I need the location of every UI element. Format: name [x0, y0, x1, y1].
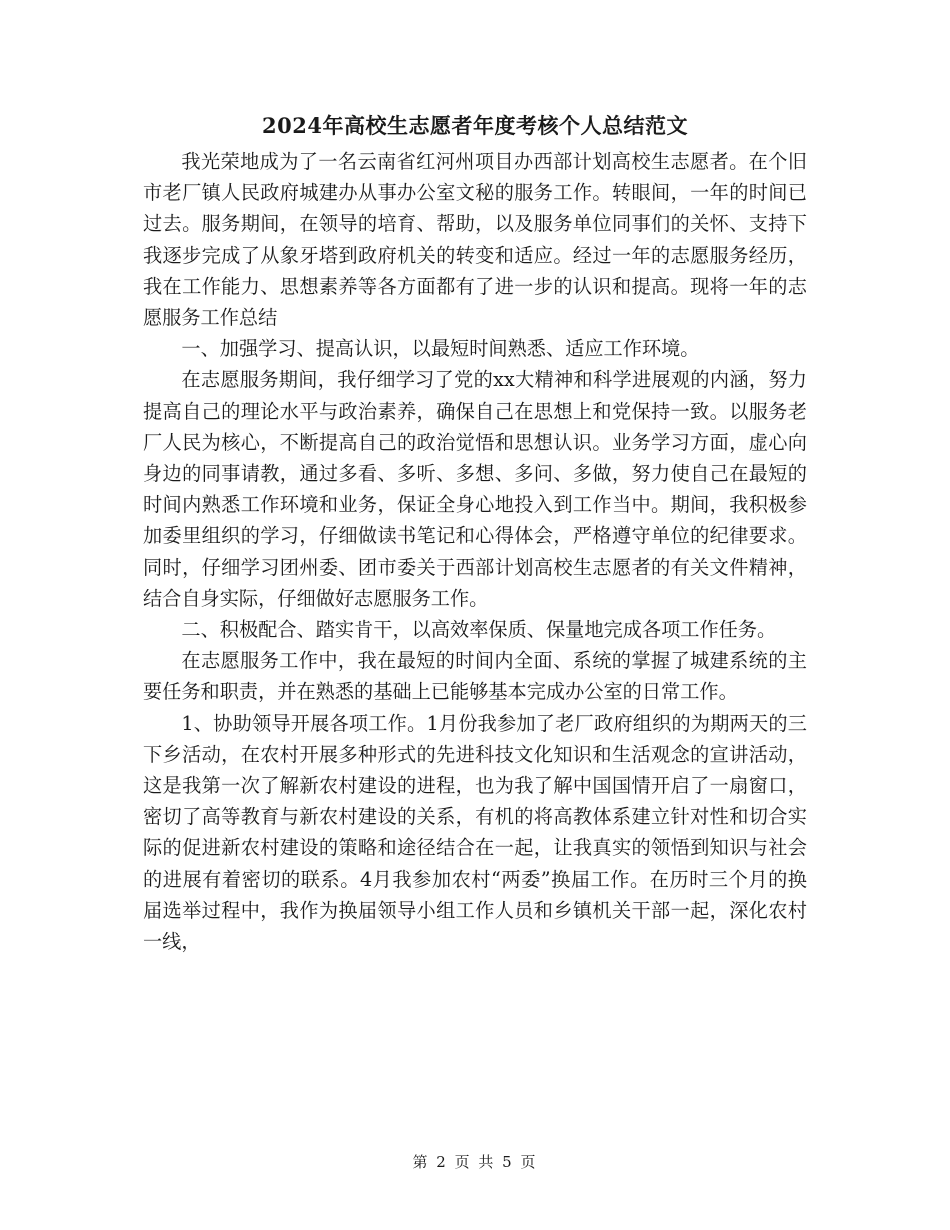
paragraph-intro: 我光荣地成为了一名云南省红河州项目办西部计划高校生志愿者。在个旧市老厂镇人民政府城建办从事办公室文秘的服务工作。转眼间，一年的时间已过去。服务期间，在领导的培育、帮助，以及服务单位同事们的关怀、支持下我逐步完成了从象牙塔到政府机关的转变和适应。经过一年的志愿服务经历，我在工作能力、思想素养等各方面都有了进一步的认识和提高。现将一年的志愿服务工作总结	[143, 150, 807, 330]
section-heading-1: 一、加强学习、提高认识，以最短时间熟悉、适应工作环境。	[181, 337, 700, 361]
page-number-footer: 第 2 页 共 5 页	[412, 1153, 538, 1171]
section-heading-2: 二、积极配合、踏实肯干，以高效率保质、保量地完成各项工作任务。	[181, 618, 777, 642]
paragraph-study: 在志愿服务期间，我仔细学习了党的xx大精神和科学进展观的内涵，努力提高自己的理论水平与政治素养，确保自己在思想上和党保持一致。以服务老厂人民为核心，不断提高自己的政治觉悟和思想认识。业务学习方面，虚心向身边的同事请教，通过多看、多听、多想、多问、多做，努力使自己在最短的时间内熟悉工作环境和业务，保证全身心地投入到工作当中。期间，我积极参加委里组织的学习，仔细做读书笔记和心得体会，严格遵守单位的纪律要求。同时，仔细学习团州委、团市委关于西部计划高校生志愿者的有关文件精神，结合自身实际，仔细做好志愿服务工作。	[143, 368, 807, 610]
document-body	[143, 146, 807, 957]
paragraph-item-1: 1、协助领导开展各项工作。1月份我参加了老厂政府组织的为期两天的三下乡活动，在农村开展多种形式的先进科技文化知识和生活观念的宣讲活动，这是我第一次了解新农村建设的进程，也为我了解中国国情开启了一扇窗口，密切了高等教育与新农村建设的关系，有机的将高教体系建立针对性和切合实际的促进新农村建设的策略和途径结合在一起，让我真实的领悟到知识与社会的进展有着密切的联系。4月我参加农村“两委”换届工作。在历时三个月的换届选举过程中，我作为换届领导小组工作人员和乡镇机关干部一起，深化农村一线，	[143, 711, 807, 954]
document-title: 2024年高校生志愿者年度考核个人总结范文	[262, 113, 688, 138]
paragraph-service: 在志愿服务工作中，我在最短的时间内全面、系统的掌握了城建系统的主要任务和职责，并在熟悉的基础上已能够基本完成办公室的日常工作。	[143, 649, 807, 704]
